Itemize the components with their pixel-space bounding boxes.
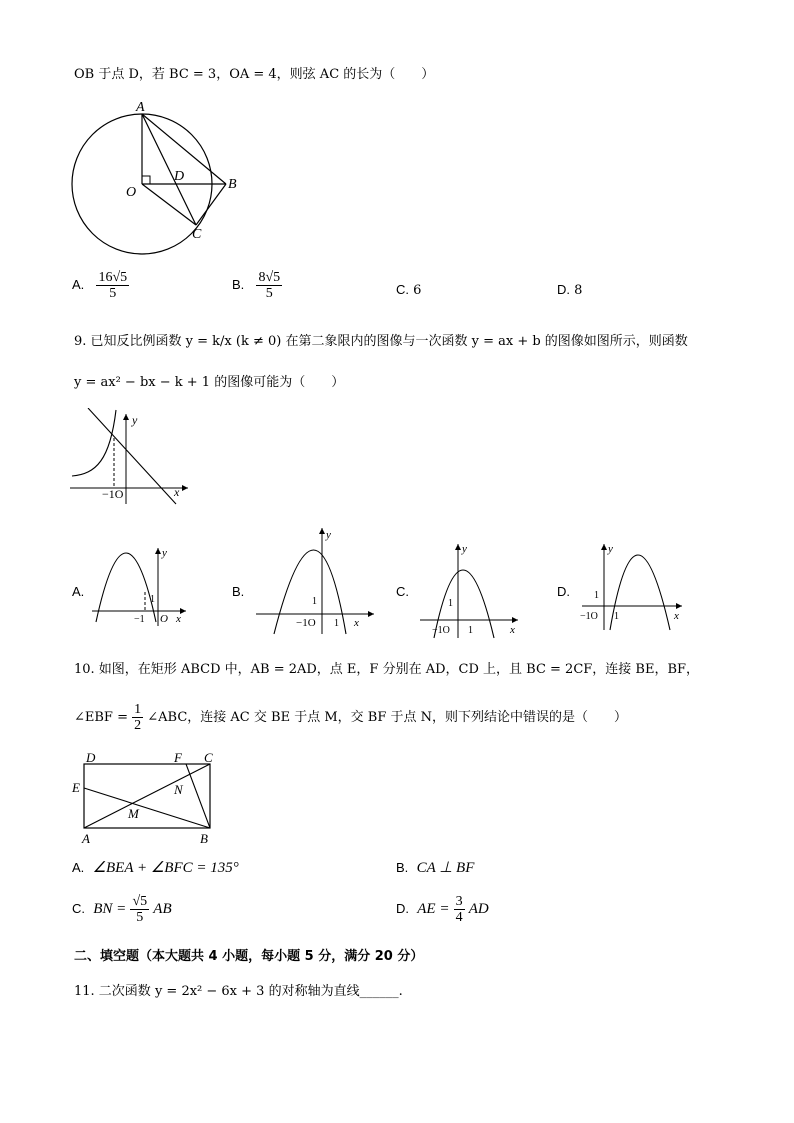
svg-text:y: y xyxy=(162,547,167,559)
q10-option-a[interactable]: A. ∠BEA + ∠BFC = 135° xyxy=(72,860,239,876)
q8-option-a[interactable]: A. $\frac{16√5}{5}$ xyxy=(72,270,128,301)
svg-text:1: 1 xyxy=(594,590,599,601)
q9-option-b[interactable]: B. xyxy=(232,584,245,599)
label-b: B xyxy=(228,177,237,192)
svg-text:y: y xyxy=(326,529,331,541)
q9-graph-a[interactable] xyxy=(90,544,190,628)
svg-text:−1O: −1O xyxy=(580,611,598,622)
svg-text:y: y xyxy=(608,543,613,555)
q10-stem-line1: 10. 如图，在矩形 ABCD 中，AB = 2AD，点 E，F 分别在 AD，CD 上，且 BC = 2CF，连接 BE，BF， xyxy=(74,662,700,677)
svg-text:A: A xyxy=(82,831,90,846)
svg-text:N: N xyxy=(174,782,183,797)
svg-text:1: 1 xyxy=(312,596,317,607)
svg-text:−1O: −1O xyxy=(432,625,450,636)
q8-option-d[interactable]: D. 8 xyxy=(557,282,583,298)
label-d: D xyxy=(174,169,185,184)
label-c: C xyxy=(192,227,202,242)
q10-option-b[interactable]: B. CA ⊥ BF xyxy=(396,860,475,876)
q9-option-d[interactable]: D. xyxy=(557,584,570,599)
svg-text:B: B xyxy=(200,831,208,846)
q9-option-a[interactable]: A. xyxy=(72,584,85,599)
q8-stem-line: OB 于点 D，若 BC = 3，OA = 4，则弦 AC 的长为（ ） xyxy=(74,67,435,82)
svg-text:1: 1 xyxy=(448,598,453,609)
section-heading: 二、填空题（本大题共 4 小题，每小题 5 分，满分 20 分） xyxy=(74,949,424,964)
axis-y: y xyxy=(132,413,138,427)
svg-text:F: F xyxy=(174,750,182,765)
q8-option-b[interactable]: B. $\frac{8√5}{5}$ xyxy=(232,270,281,301)
q9-graph-d[interactable] xyxy=(580,540,686,632)
q9-stem-line1: 9. 已知反比例函数 y = k/x (k ≠ 0) 在第二象限内的图像与一次函数 y = ax + b 的图像如图所示，则函数 xyxy=(74,334,688,349)
svg-text:1: 1 xyxy=(150,594,155,605)
q9-graph-b[interactable] xyxy=(254,524,378,636)
q10-stem-line2: ∠EBF = $\frac{1}{2}$ ∠ABC，连接 AC 交 BE 于点 M，交 BF 于点 N，则下列结论中错误的是（ ） xyxy=(74,702,627,733)
svg-text:E: E xyxy=(72,780,80,795)
q8-circle-figure xyxy=(66,96,256,256)
svg-text:−1O: −1O xyxy=(296,617,316,629)
svg-text:1: 1 xyxy=(468,625,473,636)
svg-text:D: D xyxy=(86,750,96,765)
q9-option-c[interactable]: C. xyxy=(396,584,409,599)
label-neg1-o: −1O xyxy=(102,487,124,501)
q8-option-c[interactable]: C. 6 xyxy=(396,282,422,298)
svg-text:1: 1 xyxy=(614,611,619,622)
svg-text:O: O xyxy=(160,613,168,625)
svg-text:1: 1 xyxy=(334,618,339,629)
svg-text:−1: −1 xyxy=(134,614,145,625)
q9-graph-c[interactable] xyxy=(418,540,524,640)
axis-x: x xyxy=(174,485,180,499)
svg-text:C: C xyxy=(204,750,213,765)
svg-text:x: x xyxy=(176,613,181,625)
q11-stem: 11. 二次函数 y = 2x² − 6x + 3 的对称轴为直线______. xyxy=(74,984,403,999)
svg-text:y: y xyxy=(462,543,467,555)
q10-option-d[interactable]: D. AE = $\frac{3}{4}$ AD xyxy=(396,894,489,925)
svg-text:x: x xyxy=(354,617,359,629)
label-a: A xyxy=(136,100,145,115)
svg-text:x: x xyxy=(510,624,515,636)
q10-option-c[interactable]: C. BN = $\frac{√5}{5}$ AB xyxy=(72,894,172,925)
label-o: O xyxy=(126,185,137,200)
q9-stem-line2: y = ax² − bx − k + 1 的图像可能为（ ） xyxy=(74,375,345,390)
q9-reference-graph xyxy=(66,408,196,508)
svg-text:M: M xyxy=(128,806,139,821)
svg-text:x: x xyxy=(674,610,679,622)
q10-rectangle-figure xyxy=(66,748,226,848)
